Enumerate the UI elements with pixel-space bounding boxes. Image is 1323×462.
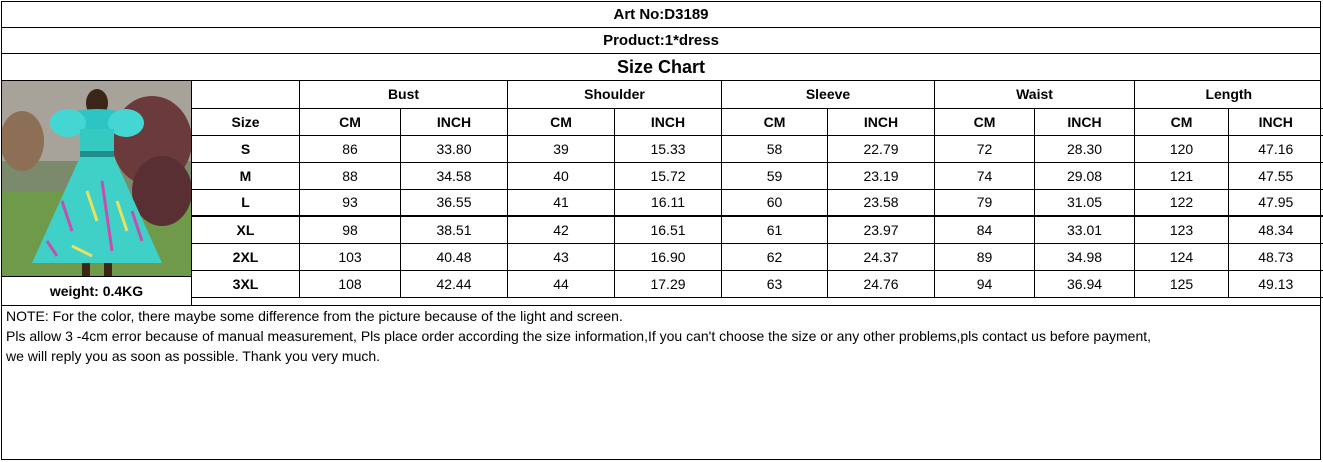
- measurement-cell: 59: [722, 162, 828, 189]
- unit-inch: INCH: [1229, 108, 1323, 135]
- measurement-cell: 38.51: [401, 216, 508, 243]
- group-sleeve: Sleeve: [722, 81, 935, 108]
- measurement-cell: 98: [300, 216, 401, 243]
- note-reply: we will reply you as soon as possible. Thank you very much.: [6, 348, 381, 364]
- measurement-cell: 48.34: [1229, 216, 1323, 243]
- unit-cm: CM: [722, 108, 828, 135]
- measurement-cell: 49.13: [1229, 270, 1323, 297]
- measurement-cell: 122: [1135, 189, 1229, 216]
- measurement-cell: 60: [722, 189, 828, 216]
- unit-cm: CM: [300, 108, 401, 135]
- unit-cm: CM: [508, 108, 615, 135]
- group-bust: Bust: [300, 81, 508, 108]
- measurement-cell: 34.98: [1035, 243, 1135, 270]
- measurement-cell: 108: [300, 270, 401, 297]
- measurement-cell: 24.76: [828, 270, 935, 297]
- measurement-cell: 42.44: [401, 270, 508, 297]
- measurement-cell: 42: [508, 216, 615, 243]
- measurement-cell: 24.37: [828, 243, 935, 270]
- group-shoulder: Shoulder: [508, 81, 722, 108]
- measurement-cell: 15.33: [615, 135, 722, 162]
- measurement-cell: 33.01: [1035, 216, 1135, 243]
- measurement-cell: 74: [935, 162, 1035, 189]
- measurement-cell: 125: [1135, 270, 1229, 297]
- dress-photo-icon: [2, 81, 191, 276]
- measurement-cell: 23.19: [828, 162, 935, 189]
- measurement-cell: 36.55: [401, 189, 508, 216]
- table-row: [192, 243, 1323, 270]
- size-chart-sheet: [1, 1, 1321, 460]
- measurement-cell: 84: [935, 216, 1035, 243]
- measurement-cell: 39: [508, 135, 615, 162]
- measurement-cell: 103: [300, 243, 401, 270]
- dress-photo: [2, 81, 192, 276]
- measurement-cell: 23.58: [828, 189, 935, 216]
- measurement-cell: 23.97: [828, 216, 935, 243]
- measurement-cell: 29.08: [1035, 162, 1135, 189]
- size-cell: 2XL: [192, 243, 300, 270]
- table-row: [192, 189, 1323, 216]
- measurement-cell: 58: [722, 135, 828, 162]
- measurement-cell: 62: [722, 243, 828, 270]
- table-row: [192, 216, 1323, 243]
- measurement-cell: 47.55: [1229, 162, 1323, 189]
- group-header-row: [192, 81, 1323, 108]
- note-measurement: Pls allow 3 -4cm error because of manual measurement, Pls place order according the size information,If you can't choose the size or any other problems,pls contact us before payment,: [6, 328, 1152, 344]
- note-color: NOTE: For the color, there maybe some difference from the picture because of the light and screen.: [6, 308, 623, 324]
- size-table: [191, 81, 1323, 298]
- unit-cm: CM: [1135, 108, 1229, 135]
- unit-inch: INCH: [615, 108, 722, 135]
- measurement-cell: 16.90: [615, 243, 722, 270]
- measurement-cell: 36.94: [1035, 270, 1135, 297]
- size-cell: S: [192, 135, 300, 162]
- size-cell: 3XL: [192, 270, 300, 297]
- measurement-cell: 40: [508, 162, 615, 189]
- measurement-cell: 61: [722, 216, 828, 243]
- size-cell: M: [192, 162, 300, 189]
- table-row: [192, 270, 1323, 297]
- measurement-cell: 16.51: [615, 216, 722, 243]
- measurement-cell: 15.72: [615, 162, 722, 189]
- measurement-cell: 63: [722, 270, 828, 297]
- unit-header-row: [192, 108, 1323, 135]
- measurement-cell: 41: [508, 189, 615, 216]
- unit-cm: CM: [935, 108, 1035, 135]
- size-header: Size: [192, 108, 300, 135]
- measurement-cell: 86: [300, 135, 401, 162]
- group-length: Length: [1135, 81, 1323, 108]
- product-line: Product:1*dress: [2, 28, 1320, 54]
- measurement-cell: 47.16: [1229, 135, 1323, 162]
- measurement-cell: 44: [508, 270, 615, 297]
- art-number: Art No:D3189: [2, 2, 1320, 28]
- size-rows: [192, 135, 1323, 297]
- measurement-cell: 40.48: [401, 243, 508, 270]
- measurement-cell: 121: [1135, 162, 1229, 189]
- measurement-cell: 72: [935, 135, 1035, 162]
- measurement-cell: 47.95: [1229, 189, 1323, 216]
- measurement-cell: 123: [1135, 216, 1229, 243]
- measurement-cell: 31.05: [1035, 189, 1135, 216]
- unit-inch: INCH: [401, 108, 508, 135]
- chart-title: Size Chart: [2, 54, 1320, 81]
- table-row: [192, 135, 1323, 162]
- measurement-cell: 89: [935, 243, 1035, 270]
- measurement-cell: 33.80: [401, 135, 508, 162]
- measurement-cell: 93: [300, 189, 401, 216]
- unit-inch: INCH: [828, 108, 935, 135]
- measurement-cell: 124: [1135, 243, 1229, 270]
- table-row: [192, 162, 1323, 189]
- notes: [2, 305, 1320, 366]
- measurement-cell: 120: [1135, 135, 1229, 162]
- measurement-cell: 88: [300, 162, 401, 189]
- measurement-cell: 43: [508, 243, 615, 270]
- measurement-cell: 79: [935, 189, 1035, 216]
- measurement-cell: 16.11: [615, 189, 722, 216]
- corner-cell: [192, 81, 300, 108]
- size-cell: L: [192, 189, 300, 216]
- measurement-cell: 28.30: [1035, 135, 1135, 162]
- size-cell: XL: [192, 216, 300, 243]
- group-waist: Waist: [935, 81, 1135, 108]
- measurement-cell: 48.73: [1229, 243, 1323, 270]
- measurement-cell: 34.58: [401, 162, 508, 189]
- measurement-cell: 94: [935, 270, 1035, 297]
- measurement-cell: 22.79: [828, 135, 935, 162]
- measurement-cell: 17.29: [615, 270, 722, 297]
- weight-label: weight: 0.4KG: [2, 276, 192, 305]
- unit-inch: INCH: [1035, 108, 1135, 135]
